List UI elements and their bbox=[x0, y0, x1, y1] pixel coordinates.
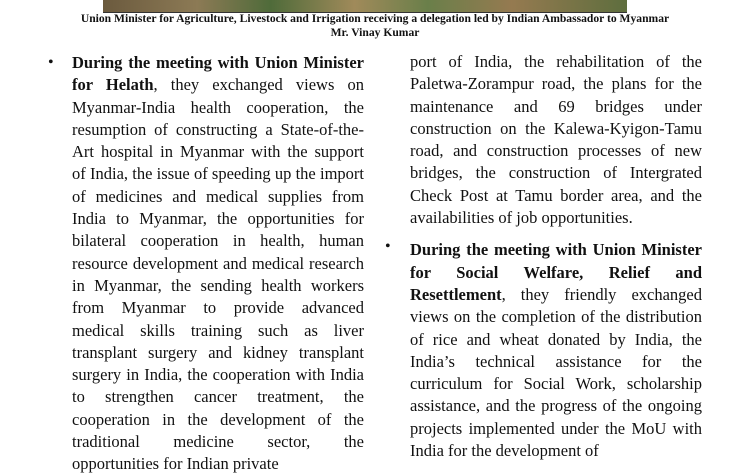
health-body: , they exchanged views on Myanmar-India health cooperation, the resumption of constructing a State-of-the-Art hospital in Myanmar with the support of India, the issue of speeding up the import of medicines and medical supplies from India to Myanmar, the opportunities for bilateral cooperation in health, human resource development and medical research in Myanmar, the sending health workers from Myanmar to provide advanced medical skills training such as liver transplant surgery and kidney transplant surgery in India, the cooperation with India to strengthen cancer treatment, the cooperation in the development of the traditional medicine sector, the opportunities for Indian private bbox=[72, 75, 364, 474]
health-paragraph bbox=[72, 52, 364, 476]
social-welfare-paragraph bbox=[410, 239, 702, 462]
bullet-health: • bbox=[48, 54, 54, 71]
photo-caption bbox=[20, 12, 730, 40]
left-column bbox=[72, 52, 364, 476]
caption-line-2: Mr. Vinay Kumar bbox=[330, 26, 420, 39]
social-welfare-heading: During the meeting with Union Minister for Social Welfare, Relief and Resettlement bbox=[410, 240, 702, 304]
right-column bbox=[410, 51, 702, 462]
health-heading: During the meeting with Union Minister for Helath bbox=[72, 53, 364, 95]
caption-line-1: Union Minister for Agriculture, Livestock and Irrigation receiving a delegation led by Indian Ambassador to Myanmar bbox=[80, 12, 670, 25]
transport-continuation: port of India, the rehabilitation of the Paletwa-Zorampur road, the plans for the maintenance and 69 bridges under construction on the Kalewa-Kyigon-Tamu road, and construction processes of new bridges, the construction of Intergrated Check Post at Tamu border area, and the availabilities of job opportunities. bbox=[410, 52, 702, 228]
bullet-social-welfare: • bbox=[385, 238, 391, 255]
social-welfare-body: , they friendly exchanged views on the completion of the distribution of rice and wheat donated by India, the India’s technical assistance for the curriculum for Social Work, scholarship assistance, and the progress of the ongoing projects implemented under the MoU with India for the development of bbox=[410, 284, 702, 461]
